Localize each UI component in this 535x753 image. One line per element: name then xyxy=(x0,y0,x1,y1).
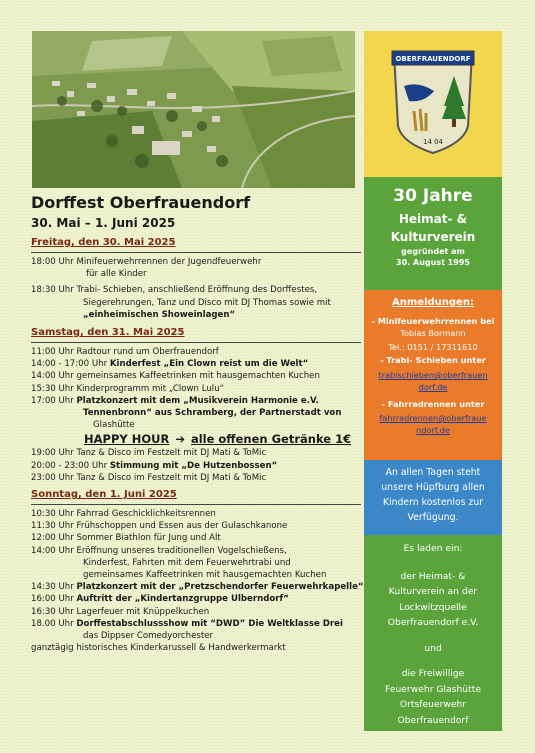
event-continuation: Glashütte xyxy=(93,420,135,431)
event-row: 11:00 Uhr Radtour rund um Oberfrauendorf xyxy=(31,347,219,358)
coat-of-arms-logo xyxy=(364,31,502,177)
day-friday xyxy=(31,236,361,321)
registration-phone: Tel.: 0151 / 17311610 xyxy=(388,342,478,353)
invite-line: Feuerwehr Glashütte xyxy=(385,683,481,695)
event-dates: 30. Mai – 1. Juni 2025 xyxy=(31,216,176,230)
divider xyxy=(31,342,361,343)
event-row: 14:00 Uhr Eröffnung unseres traditionellen Vogelschießens, xyxy=(31,545,287,556)
invite-line: Es laden ein: xyxy=(403,543,463,554)
invite-line: Lockwitzquelle xyxy=(399,601,467,613)
invite-line: Ortsfeuerwehr xyxy=(399,699,467,710)
event-row: 23:00 Uhr Tanz & Disco im Festzelt mit DJ Mati & ToMic xyxy=(31,472,267,483)
event-row: 14:30 Uhr Platzkonzert mit der „Pretzschendorfer Feuerwehrkapelle“ xyxy=(31,582,364,593)
invitation-panel xyxy=(364,535,502,731)
divider xyxy=(31,252,361,253)
email-link-bike[interactable]: fahrradrennen@oberfraue xyxy=(379,412,487,423)
email-link-bike[interactable]: ndorf.de xyxy=(416,424,450,435)
registration-panel xyxy=(364,290,502,460)
divider xyxy=(31,504,361,505)
club-name-line: Kulturverein xyxy=(390,230,476,244)
event-row: 18:30 Uhr Trabi- Schieben, anschließend Eröffnung des Dorffestes, xyxy=(31,285,318,296)
day-heading: Samstag, den 31. Mai 2025 xyxy=(31,327,185,339)
anniversary-title: 30 Jahre xyxy=(393,186,473,206)
club-name-line: Heimat- & xyxy=(398,212,468,226)
event-row: 12:00 Uhr Sommer Biathlon für Jung und Alt xyxy=(31,533,221,544)
day-heading: Freitag, den 30. Mai 2025 xyxy=(31,237,176,248)
svg-text:14 04: 14 04 xyxy=(422,138,444,146)
event-continuation: das Dippser Comedyorchester xyxy=(83,631,214,642)
invite-line: Kulturverein an der xyxy=(388,586,478,597)
event-row: 18.00 Uhr Dorffestabschlussshow mit “DWD” Die Weltklasse Drei xyxy=(31,618,343,629)
page-title: Dorffest Oberfrauendorf xyxy=(31,193,251,212)
event-continuation: „einheimischen Showeinlagen“ xyxy=(83,309,236,320)
invite-line: der Heimat- & xyxy=(400,570,466,582)
day-heading: Sonntag, den 1. Juni 2025 xyxy=(31,489,177,501)
event-row: 11:30 Uhr Frühschoppen und Essen aus der Gulaschkanone xyxy=(31,521,288,532)
event-row: 16:00 Uhr Auftritt der „Kindertanzgruppe Ulberndorf“ xyxy=(31,594,289,605)
event-row: ganztägig historisches Kinderkarussell & Handwerkermarkt xyxy=(31,643,286,654)
event-row: 14:00 - 17:00 Uhr Kinderfest „Ein Clown reist um die Welt“ xyxy=(31,359,309,370)
registration-heading: Anmeldungen: xyxy=(392,297,474,308)
event-row: 14:00 Uhr gemeinsames Kaffeetrinken mit hausgemachten Kuchen xyxy=(31,371,320,382)
event-continuation: für alle Kinder xyxy=(86,269,147,280)
logo-panel xyxy=(364,31,502,177)
event-continuation: Kinderfest, Fahrten mit dem Feuerwehrtrabi und xyxy=(83,557,291,568)
event-continuation: Tennenbronn“ aus Schramberg, der Partnerstadt von xyxy=(83,408,342,419)
arrow-right-icon: ➔ xyxy=(175,432,185,447)
svg-text:OBERFRAUENDORF: OBERFRAUENDORF xyxy=(395,55,471,63)
registration-line: - Fahrradrennen unter xyxy=(381,399,485,410)
aerial-photo xyxy=(32,31,355,188)
bouncy-castle-info: An allen Tagen steht unsere Hüpfburg allen Kindern kostenlos zur Verfügung. xyxy=(381,467,485,523)
event-row: 19:00 Uhr Tanz & Disco im Festzelt mit DJ Mati & ToMic xyxy=(31,448,267,459)
anniversary-panel xyxy=(364,177,502,290)
registration-line: - Trabi- Schieben unter xyxy=(380,355,486,366)
event-continuation: Siegerehrungen, Tanz und Disco mit DJ Thomas sowie mit xyxy=(83,297,331,308)
event-row: 17:00 Uhr Platzkonzert mit dem „Musikverein Harmonie e.V. xyxy=(31,395,319,406)
invite-line: Oberfrauendorf e.V. xyxy=(387,617,479,628)
info-panel xyxy=(364,460,502,535)
invite-and: und xyxy=(424,642,442,654)
event-row: 15:30 Uhr Kinderprogramm mit „Clown Lulu“ xyxy=(31,383,225,394)
email-link-trabi[interactable]: trabischieben@oberfrauen xyxy=(378,369,488,380)
happy-hour: HAPPY HOUR ➔ alle offenen Getränke 1€ xyxy=(84,432,352,447)
event-row: 18:00 Uhr Minifeuerwehrrennen der Jugendfeuerwehr xyxy=(31,257,262,267)
day-sunday xyxy=(31,488,364,654)
program-column xyxy=(31,193,364,654)
email-link-trabi[interactable]: dorf.de xyxy=(418,381,448,392)
day-saturday xyxy=(31,326,361,484)
invite-line: Oberfrauendorf xyxy=(397,714,469,726)
event-row: 20:00 - 23:00 Uhr Stimmung mit „De Hutzenbossen“ xyxy=(31,460,278,471)
invite-line: die Freiwillige xyxy=(401,668,465,679)
event-row: 10:30 Uhr Fahrrad Geschicklichkeitsrennen xyxy=(31,509,216,520)
event-row: 16:30 Uhr Lagerfeuer mit Knüppelkuchen xyxy=(31,606,210,617)
founded-label: gegründet am xyxy=(401,247,465,256)
registration-line: - Minifeuerwehrrennen bei xyxy=(371,316,495,326)
registration-line: Tobias Bormann xyxy=(400,327,466,338)
founded-date: 30. August 1995 xyxy=(396,258,470,267)
event-continuation: gemeinsames Kaffeetrinken mit hausgemachten Kuchen xyxy=(83,570,327,581)
